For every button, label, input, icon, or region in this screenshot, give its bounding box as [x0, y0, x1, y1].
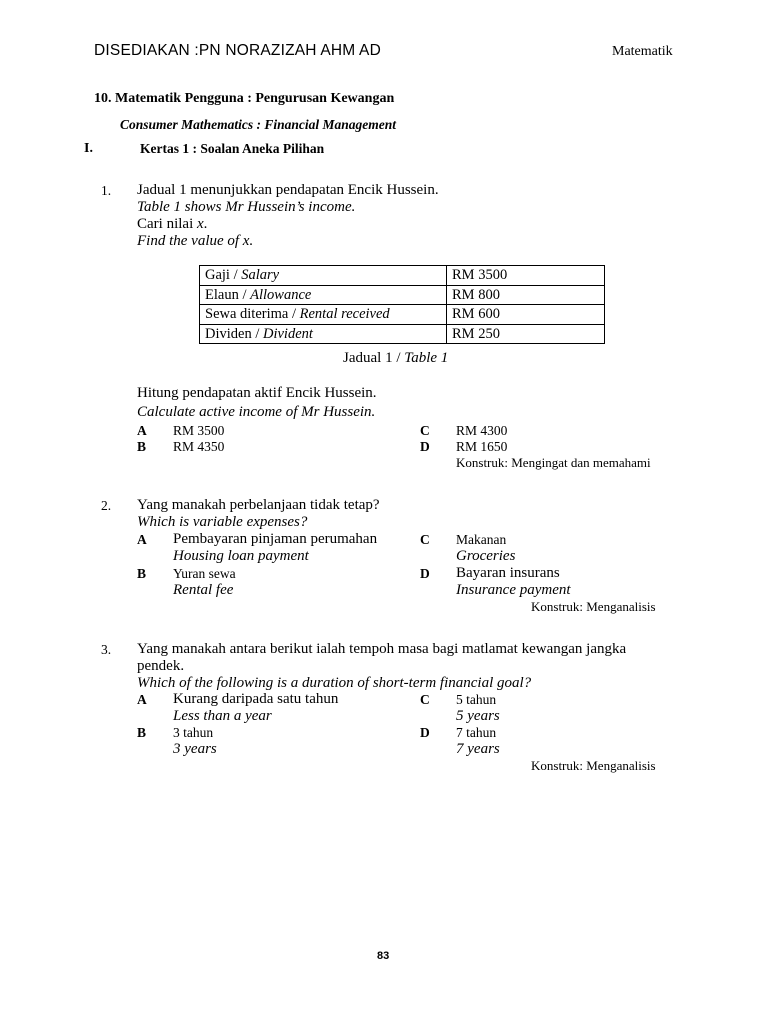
question-2-prompt-ms: Yang manakah perbelanjaan tidak tetap? [137, 497, 380, 513]
option-letter-b: B [137, 725, 147, 740]
option-letter-c: C [420, 423, 430, 438]
document-subject: Matematik [612, 44, 673, 59]
option-letter-d: D [420, 439, 430, 454]
option-letter-b: B [137, 566, 147, 581]
question-1-number: 1. [101, 183, 112, 198]
table-cell-value: RM 250 [447, 324, 605, 344]
section-title: 10. Matematik Pengguna : Pengurusan Kewangan [94, 91, 395, 106]
option-letter-a: A [137, 423, 147, 438]
document-author: DISEDIAKAN :PN NORAZIZAH AHM AD [94, 42, 381, 59]
option-b-text[interactable]: 3 tahun [173, 725, 214, 740]
table-cell-label: Sewa diterima / Rental received [200, 305, 447, 325]
option-a-text[interactable]: RM 3500 [173, 423, 225, 438]
question-3-prompt-ms-cont: pendek. [137, 658, 185, 674]
question-1-find-ms [137, 216, 207, 233]
question-2-construct: Konstruk: Menganalisis [531, 599, 656, 614]
option-b-text[interactable]: Yuran sewa [173, 566, 236, 581]
table-cell-label: Elaun / Allowance [200, 285, 447, 305]
question-2-prompt-en: Which is variable expenses? [137, 514, 308, 530]
table-cell-value: RM 800 [447, 285, 605, 305]
table-row [200, 266, 605, 286]
option-a-text-en: Housing loan payment [173, 548, 309, 564]
page-number: 83 [377, 950, 390, 962]
question-3-prompt-en: Which of the following is a duration of short-term financial goal? [137, 675, 532, 691]
question-1-construct: Konstruk: Mengingat dan memahami [456, 455, 651, 470]
option-a-text-en: Less than a year [173, 708, 272, 724]
table-row [200, 285, 605, 305]
option-letter-b: B [137, 439, 147, 454]
option-c-text[interactable]: 5 tahun [456, 692, 497, 707]
option-letter-a: A [137, 692, 147, 707]
option-d-text-en: Insurance payment [456, 582, 571, 598]
question-1-find-en: Find the value of x. [137, 233, 254, 249]
question-3-number: 3. [101, 642, 112, 657]
question-1-prompt-ms: Hitung pendapatan aktif Encik Hussein. [137, 385, 377, 401]
option-b-text-en: Rental fee [173, 582, 234, 598]
question-3-construct: Konstruk: Menganalisis [531, 758, 656, 773]
option-letter-a: A [137, 532, 147, 547]
find-text: Cari nilai [137, 216, 197, 232]
option-d-text[interactable]: Bayaran insurans [456, 565, 560, 581]
option-a-text[interactable]: Kurang daripada satu tahun [173, 691, 339, 707]
option-letter-d: D [420, 725, 430, 740]
option-c-text-en: Groceries [456, 548, 516, 564]
option-letter-c: C [420, 532, 430, 547]
section-title-en: Consumer Mathematics : Financial Management [120, 117, 397, 132]
income-table [199, 265, 605, 344]
table-caption: Jadual 1 / Table 1 [343, 350, 449, 366]
question-3-prompt-ms: Yang manakah antara berikut ialah tempoh masa bagi matlamat kewangan jangka [137, 641, 627, 657]
option-b-text-en: 3 years [173, 741, 217, 757]
part-number: I. [84, 141, 93, 156]
option-letter-d: D [420, 566, 430, 581]
table-cell-label: Dividen / Divident [200, 324, 447, 344]
option-c-text-en: 5 years [456, 708, 500, 724]
question-1-line-ms: Jadual 1 menunjukkan pendapatan Encik Hussein. [137, 182, 439, 198]
part-title: Kertas 1 : Soalan Aneka Pilihan [140, 141, 325, 156]
option-d-text[interactable]: RM 1650 [456, 439, 508, 454]
table-row [200, 305, 605, 325]
option-letter-c: C [420, 692, 430, 707]
question-1-prompt-en: Calculate active income of Mr Hussein. [137, 404, 376, 420]
table-cell-label: Gaji / Salary [200, 266, 447, 286]
option-b-text[interactable]: RM 4350 [173, 439, 225, 454]
option-c-text[interactable]: Makanan [456, 532, 507, 547]
question-1-line-en: Table 1 shows Mr Hussein’s income. [137, 199, 356, 215]
question-2-number: 2. [101, 498, 112, 513]
table-row [200, 324, 605, 344]
option-a-text[interactable]: Pembayaran pinjaman perumahan [173, 531, 378, 547]
table-cell-value: RM 600 [447, 305, 605, 325]
option-d-text-en: 7 years [456, 741, 500, 757]
find-period: . [203, 216, 208, 232]
table-cell-value: RM 3500 [447, 266, 605, 286]
option-c-text[interactable]: RM 4300 [456, 423, 508, 438]
find-variable: x [197, 216, 204, 232]
option-d-text[interactable]: 7 tahun [456, 725, 497, 740]
